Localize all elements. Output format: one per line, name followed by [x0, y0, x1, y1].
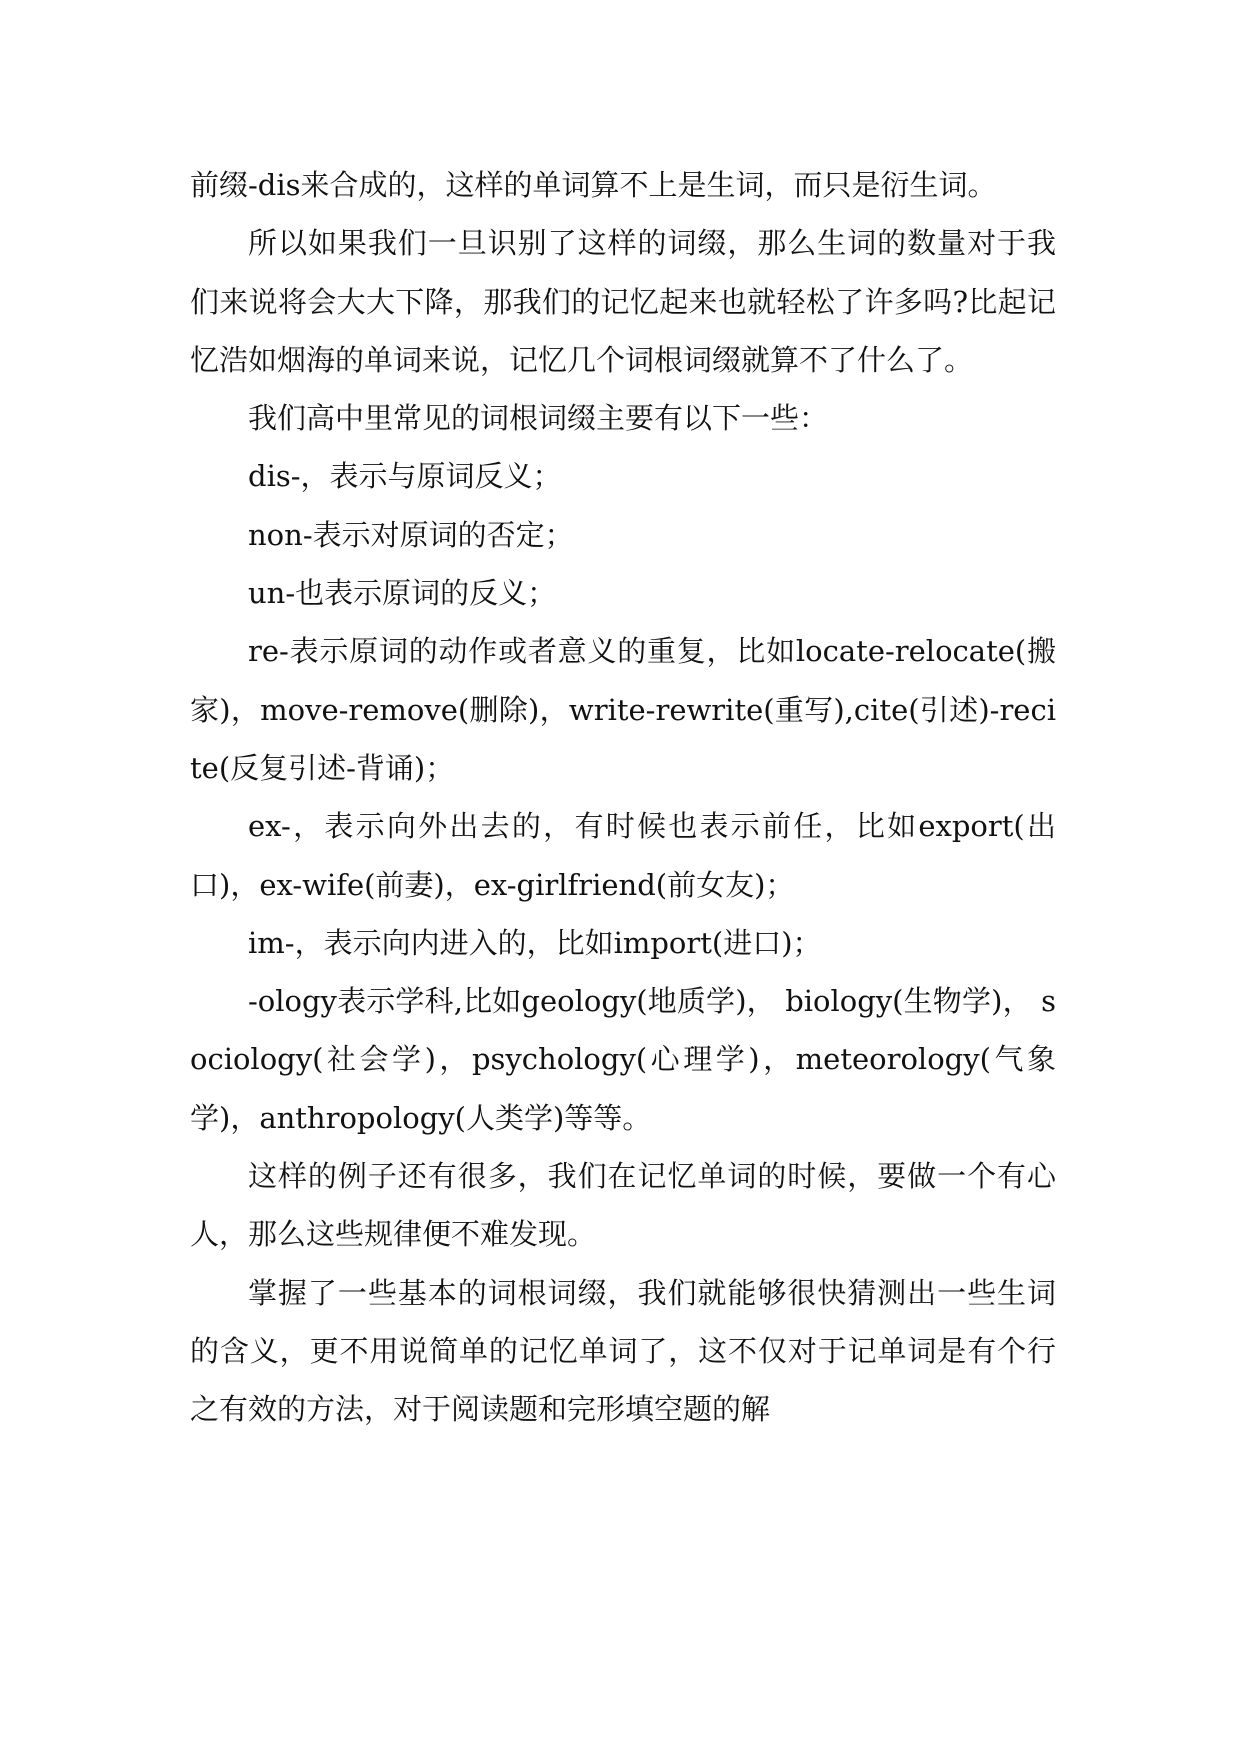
paragraph-10: -ology表示学科,比如geology(地质学)， biology(生物学)， sociology(社会学)，psychology(心理学)，meteorology(气象学)，anthropology(人类学)等等。 — [190, 984, 1056, 1135]
paragraph-7: re-表示原词的动作或者意义的重复，比如locate-relocate(搬家)，move-remove(删除)，write-rewrite(重写),cite(引述)-recite(反复引述-背诵)； — [190, 634, 1056, 785]
paragraph-12: 掌握了一些基本的词根词缀，我们就能够很快猜测出一些生词的含义，更不用说简单的记忆单词了，这不仅对于记单词是有个行之有效的方法，对于阅读题和完形填空题的解 — [190, 1275, 1056, 1427]
paragraph-1: 前缀-dis来合成的，这样的单词算不上是生词，而只是衍生词。 — [190, 168, 997, 202]
paragraph-5: non-表示对原词的否定； — [248, 517, 574, 552]
paragraph-9: im-，表示向内进入的，比如import(进口)； — [248, 925, 822, 960]
paragraph-3: 我们高中里常见的词根词缀主要有以下一些： — [248, 401, 829, 436]
paragraph-4: dis-，表示与原词反义； — [248, 459, 562, 494]
paragraph-11: 这样的例子还有很多，我们在记忆单词的时候，要做一个有心人，那么这些规律便不难发现。 — [190, 1159, 1056, 1252]
paragraph-2: 所以如果我们一旦识别了这样的词缀，那么生词的数量对于我们来说将会大大下降，那我们的记忆起来也就轻松了许多吗?比起记忆浩如烟海的单词来说，记忆几个词根词缀就算不了什么了。 — [190, 226, 1056, 377]
document-body — [190, 156, 1056, 1439]
paragraph-6: un-也表示原词的反义； — [248, 576, 557, 611]
paragraph-8: ex-，表示向外出去的，有时候也表示前任，比如export(出口)，ex-wife(前妻)，ex-girlfriend(前女友)； — [190, 809, 1056, 902]
